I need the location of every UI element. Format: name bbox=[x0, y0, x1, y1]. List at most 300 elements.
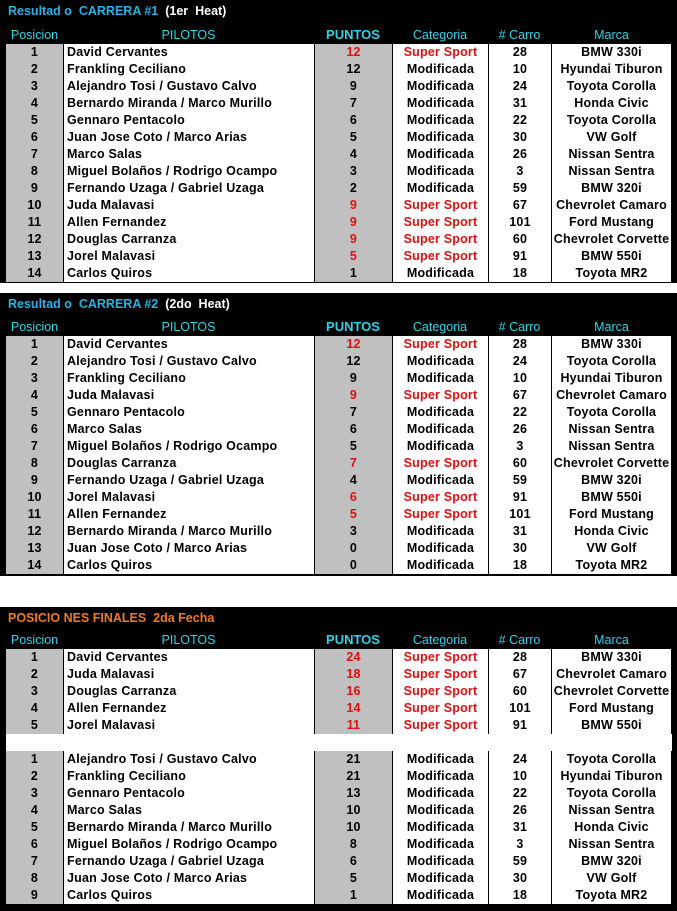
category-separator bbox=[0, 734, 677, 751]
cell-carro: 30 bbox=[488, 870, 551, 887]
cell-piloto: Fernando Uzaga / Gabriel Uzaga bbox=[63, 180, 314, 197]
cell-categoria: Modificada bbox=[392, 353, 488, 370]
cell-piloto: David Cervantes bbox=[63, 336, 314, 353]
cell-categoria: Super Sport bbox=[392, 44, 488, 61]
cell-categoria: Super Sport bbox=[392, 717, 488, 734]
results-table bbox=[0, 44, 677, 282]
table-row bbox=[0, 649, 677, 666]
cell-piloto: Carlos Quiros bbox=[63, 887, 314, 904]
cell-marca: Nissan Sentra bbox=[551, 163, 672, 180]
cell-puntos: 21 bbox=[314, 768, 392, 785]
cell-categoria: Super Sport bbox=[392, 506, 488, 523]
cell-puntos: 1 bbox=[314, 887, 392, 904]
cell-puntos: 3 bbox=[314, 163, 392, 180]
section-carrera-2 bbox=[0, 293, 677, 576]
cell-marca: Toyota Corolla bbox=[551, 353, 672, 370]
cell-posicion: 7 bbox=[6, 146, 63, 163]
cell-marca: Nissan Sentra bbox=[551, 438, 672, 455]
cell-categoria: Modificada bbox=[392, 78, 488, 95]
cell-carro: 91 bbox=[488, 489, 551, 506]
cell-categoria: Super Sport bbox=[392, 387, 488, 404]
cell-marca: Nissan Sentra bbox=[551, 146, 672, 163]
header-marca: Marca bbox=[594, 28, 629, 42]
cell-piloto: David Cervantes bbox=[63, 44, 314, 61]
cell-puntos: 18 bbox=[314, 666, 392, 683]
cell-marca: VW Golf bbox=[551, 129, 672, 146]
cell-marca: Honda Civic bbox=[551, 523, 672, 540]
cell-posicion: 8 bbox=[6, 870, 63, 887]
cell-piloto: Marco Salas bbox=[63, 802, 314, 819]
cell-marca: Toyota Corolla bbox=[551, 78, 672, 95]
cell-posicion: 6 bbox=[6, 421, 63, 438]
header-pilotos: PILOTOS bbox=[161, 28, 216, 42]
cell-marca: Nissan Sentra bbox=[551, 802, 672, 819]
cell-categoria: Modificada bbox=[392, 768, 488, 785]
cell-carro: 26 bbox=[488, 802, 551, 819]
cell-categoria: Super Sport bbox=[392, 197, 488, 214]
cell-marca: Toyota Corolla bbox=[551, 112, 672, 129]
cell-posicion: 10 bbox=[6, 489, 63, 506]
cell-carro: 67 bbox=[488, 197, 551, 214]
cell-categoria: Super Sport bbox=[392, 489, 488, 506]
cell-categoria: Modificada bbox=[392, 61, 488, 78]
cell-categoria: Modificada bbox=[392, 472, 488, 489]
cell-categoria: Modificada bbox=[392, 836, 488, 853]
cell-marca: Ford Mustang bbox=[551, 506, 672, 523]
cell-puntos: 5 bbox=[314, 248, 392, 265]
cell-categoria: Modificada bbox=[392, 370, 488, 387]
cell-carro: 28 bbox=[488, 336, 551, 353]
header-puntos: PUNTOS bbox=[326, 632, 380, 647]
cell-puntos: 16 bbox=[314, 683, 392, 700]
cell-piloto: Juda Malavasi bbox=[63, 666, 314, 683]
cell-puntos: 12 bbox=[314, 44, 392, 61]
cell-marca: Nissan Sentra bbox=[551, 836, 672, 853]
cell-piloto: Bernardo Miranda / Marco Murillo bbox=[63, 523, 314, 540]
section-posiciones-finales bbox=[0, 607, 677, 911]
cell-marca: Chevrolet Corvette bbox=[551, 455, 672, 472]
cell-categoria: Modificada bbox=[392, 146, 488, 163]
cell-posicion: 5 bbox=[6, 819, 63, 836]
cell-marca: Toyota MR2 bbox=[551, 265, 672, 282]
table-row bbox=[0, 146, 677, 163]
cell-marca: Chevrolet Camaro bbox=[551, 197, 672, 214]
table-row bbox=[0, 78, 677, 95]
header-categoria: Categoria bbox=[412, 633, 468, 647]
cell-marca: Chevrolet Camaro bbox=[551, 666, 672, 683]
cell-carro: 28 bbox=[488, 44, 551, 61]
cell-carro: 18 bbox=[488, 265, 551, 282]
cell-marca: VW Golf bbox=[551, 540, 672, 557]
section-carrera-1 bbox=[0, 0, 677, 283]
super-sport-standings bbox=[0, 649, 677, 734]
cell-puntos: 3 bbox=[314, 523, 392, 540]
cell-categoria: Super Sport bbox=[392, 248, 488, 265]
cell-posicion: 12 bbox=[6, 231, 63, 248]
cell-posicion: 9 bbox=[6, 472, 63, 489]
table-row bbox=[0, 700, 677, 717]
cell-puntos: 12 bbox=[314, 336, 392, 353]
cell-posicion: 5 bbox=[6, 112, 63, 129]
table-row bbox=[0, 768, 677, 785]
cell-posicion: 10 bbox=[6, 197, 63, 214]
cell-categoria: Modificada bbox=[392, 112, 488, 129]
cell-categoria: Modificada bbox=[392, 819, 488, 836]
table-row bbox=[0, 421, 677, 438]
cell-puntos: 2 bbox=[314, 180, 392, 197]
table-row bbox=[0, 214, 677, 231]
cell-piloto: Douglas Carranza bbox=[63, 231, 314, 248]
header-carro: # Carro bbox=[498, 28, 541, 42]
cell-marca: BMW 320i bbox=[551, 472, 672, 489]
cell-piloto: Carlos Quiros bbox=[63, 557, 314, 574]
table-row bbox=[0, 404, 677, 421]
cell-marca: Ford Mustang bbox=[551, 700, 672, 717]
cell-puntos: 0 bbox=[314, 540, 392, 557]
cell-piloto: David Cervantes bbox=[63, 649, 314, 666]
cell-posicion: 5 bbox=[6, 717, 63, 734]
cell-puntos: 10 bbox=[314, 819, 392, 836]
cell-categoria: Super Sport bbox=[392, 231, 488, 248]
table-row bbox=[0, 557, 677, 574]
cell-carro: 101 bbox=[488, 506, 551, 523]
cell-posicion: 13 bbox=[6, 540, 63, 557]
cell-marca: Toyota Corolla bbox=[551, 785, 672, 802]
cell-posicion: 1 bbox=[6, 649, 63, 666]
cell-categoria: Modificada bbox=[392, 785, 488, 802]
cell-carro: 60 bbox=[488, 683, 551, 700]
cell-categoria: Super Sport bbox=[392, 214, 488, 231]
modificada-standings bbox=[0, 751, 677, 904]
table-row bbox=[0, 785, 677, 802]
table-row bbox=[0, 455, 677, 472]
cell-posicion: 4 bbox=[6, 802, 63, 819]
cell-carro: 22 bbox=[488, 404, 551, 421]
cell-puntos: 9 bbox=[314, 197, 392, 214]
table-row bbox=[0, 231, 677, 248]
cell-piloto: Alejandro Tosi / Gustavo Calvo bbox=[63, 751, 314, 768]
table-header bbox=[0, 631, 677, 649]
table-row bbox=[0, 248, 677, 265]
cell-posicion: 3 bbox=[6, 370, 63, 387]
cell-carro: 101 bbox=[488, 700, 551, 717]
cell-marca: Nissan Sentra bbox=[551, 421, 672, 438]
cell-carro: 10 bbox=[488, 768, 551, 785]
table-row bbox=[0, 112, 677, 129]
cell-piloto: Gennaro Pentacolo bbox=[63, 404, 314, 421]
table-row bbox=[0, 666, 677, 683]
cell-carro: 91 bbox=[488, 717, 551, 734]
header-puntos: PUNTOS bbox=[326, 27, 380, 42]
cell-carro: 67 bbox=[488, 666, 551, 683]
cell-carro: 91 bbox=[488, 248, 551, 265]
table-header bbox=[0, 26, 677, 44]
cell-piloto: Miguel Bolaños / Rodrigo Ocampo bbox=[63, 438, 314, 455]
cell-categoria: Super Sport bbox=[392, 666, 488, 683]
header-marca: Marca bbox=[594, 320, 629, 334]
cell-piloto: Juda Malavasi bbox=[63, 197, 314, 214]
cell-marca: BMW 550i bbox=[551, 717, 672, 734]
cell-piloto: Marco Salas bbox=[63, 146, 314, 163]
cell-categoria: Super Sport bbox=[392, 649, 488, 666]
cell-categoria: Modificada bbox=[392, 523, 488, 540]
table-row bbox=[0, 836, 677, 853]
cell-categoria: Modificada bbox=[392, 180, 488, 197]
cell-categoria: Modificada bbox=[392, 265, 488, 282]
cell-carro: 3 bbox=[488, 438, 551, 455]
cell-piloto: Miguel Bolaños / Rodrigo Ocampo bbox=[63, 163, 314, 180]
header-categoria: Categoria bbox=[412, 320, 468, 334]
cell-carro: 28 bbox=[488, 649, 551, 666]
cell-puntos: 14 bbox=[314, 700, 392, 717]
cell-posicion: 1 bbox=[6, 336, 63, 353]
cell-puntos: 12 bbox=[314, 61, 392, 78]
cell-posicion: 2 bbox=[6, 353, 63, 370]
table-row bbox=[0, 870, 677, 887]
cell-piloto: Douglas Carranza bbox=[63, 683, 314, 700]
cell-piloto: Gennaro Pentacolo bbox=[63, 112, 314, 129]
cell-carro: 3 bbox=[488, 163, 551, 180]
header-carro: # Carro bbox=[498, 320, 541, 334]
cell-carro: 22 bbox=[488, 112, 551, 129]
table-row bbox=[0, 370, 677, 387]
cell-carro: 24 bbox=[488, 751, 551, 768]
cell-piloto: Frankling Ceciliano bbox=[63, 768, 314, 785]
section-title bbox=[0, 0, 677, 22]
cell-piloto: Marco Salas bbox=[63, 421, 314, 438]
table-header bbox=[0, 318, 677, 336]
cell-puntos: 13 bbox=[314, 785, 392, 802]
cell-categoria: Modificada bbox=[392, 438, 488, 455]
cell-marca: Chevrolet Camaro bbox=[551, 387, 672, 404]
table-row bbox=[0, 506, 677, 523]
cell-puntos: 6 bbox=[314, 421, 392, 438]
cell-piloto: Juan Jose Coto / Marco Arias bbox=[63, 129, 314, 146]
cell-marca: Toyota Corolla bbox=[551, 751, 672, 768]
cell-categoria: Super Sport bbox=[392, 455, 488, 472]
cell-posicion: 11 bbox=[6, 506, 63, 523]
cell-marca: BMW 320i bbox=[551, 180, 672, 197]
cell-marca: Hyundai Tiburon bbox=[551, 768, 672, 785]
cell-puntos: 4 bbox=[314, 472, 392, 489]
cell-carro: 30 bbox=[488, 540, 551, 557]
table-row bbox=[0, 61, 677, 78]
cell-puntos: 24 bbox=[314, 649, 392, 666]
cell-puntos: 11 bbox=[314, 717, 392, 734]
cell-carro: 24 bbox=[488, 78, 551, 95]
cell-puntos: 5 bbox=[314, 438, 392, 455]
cell-posicion: 6 bbox=[6, 836, 63, 853]
cell-carro: 18 bbox=[488, 557, 551, 574]
cell-carro: 59 bbox=[488, 853, 551, 870]
cell-marca: Hyundai Tiburon bbox=[551, 370, 672, 387]
cell-piloto: Juan Jose Coto / Marco Arias bbox=[63, 540, 314, 557]
cell-puntos: 12 bbox=[314, 353, 392, 370]
cell-posicion: 9 bbox=[6, 180, 63, 197]
header-categoria: Categoria bbox=[412, 28, 468, 42]
cell-posicion: 3 bbox=[6, 785, 63, 802]
cell-marca: Toyota MR2 bbox=[551, 557, 672, 574]
table-row bbox=[0, 853, 677, 870]
cell-marca: BMW 330i bbox=[551, 649, 672, 666]
cell-puntos: 0 bbox=[314, 557, 392, 574]
cell-puntos: 5 bbox=[314, 870, 392, 887]
cell-categoria: Super Sport bbox=[392, 683, 488, 700]
cell-carro: 22 bbox=[488, 785, 551, 802]
table-row bbox=[0, 95, 677, 112]
cell-marca: BMW 550i bbox=[551, 248, 672, 265]
table-row bbox=[0, 180, 677, 197]
table-row bbox=[0, 44, 677, 61]
cell-posicion: 8 bbox=[6, 163, 63, 180]
cell-piloto: Bernardo Miranda / Marco Murillo bbox=[63, 95, 314, 112]
cell-puntos: 10 bbox=[314, 802, 392, 819]
cell-puntos: 21 bbox=[314, 751, 392, 768]
cell-carro: 26 bbox=[488, 146, 551, 163]
title-main: Resultad o CARRERA #1 bbox=[8, 4, 159, 18]
cell-categoria: Modificada bbox=[392, 853, 488, 870]
table-row bbox=[0, 353, 677, 370]
cell-puntos: 9 bbox=[314, 370, 392, 387]
title-sub: (1er Heat) bbox=[158, 4, 227, 18]
cell-posicion: 6 bbox=[6, 129, 63, 146]
cell-piloto: Miguel Bolaños / Rodrigo Ocampo bbox=[63, 836, 314, 853]
cell-categoria: Modificada bbox=[392, 540, 488, 557]
cell-categoria: Modificada bbox=[392, 557, 488, 574]
cell-posicion: 14 bbox=[6, 265, 63, 282]
cell-categoria: Modificada bbox=[392, 870, 488, 887]
cell-categoria: Modificada bbox=[392, 163, 488, 180]
cell-marca: BMW 330i bbox=[551, 336, 672, 353]
cell-marca: Toyota MR2 bbox=[551, 887, 672, 904]
table-row bbox=[0, 489, 677, 506]
table-row bbox=[0, 819, 677, 836]
cell-puntos: 7 bbox=[314, 455, 392, 472]
cell-carro: 26 bbox=[488, 421, 551, 438]
cell-posicion: 1 bbox=[6, 751, 63, 768]
cell-posicion: 4 bbox=[6, 387, 63, 404]
cell-posicion: 7 bbox=[6, 853, 63, 870]
cell-piloto: Allen Fernandez bbox=[63, 506, 314, 523]
cell-posicion: 14 bbox=[6, 557, 63, 574]
cell-puntos: 6 bbox=[314, 853, 392, 870]
table-row bbox=[0, 751, 677, 768]
cell-marca: Honda Civic bbox=[551, 819, 672, 836]
cell-puntos: 5 bbox=[314, 129, 392, 146]
cell-piloto: Gennaro Pentacolo bbox=[63, 785, 314, 802]
cell-posicion: 1 bbox=[6, 44, 63, 61]
table-row bbox=[0, 472, 677, 489]
cell-posicion: 5 bbox=[6, 404, 63, 421]
cell-piloto: Juan Jose Coto / Marco Arias bbox=[63, 870, 314, 887]
cell-marca: Honda Civic bbox=[551, 95, 672, 112]
cell-carro: 60 bbox=[488, 231, 551, 248]
cell-marca: Hyundai Tiburon bbox=[551, 61, 672, 78]
cell-piloto: Fernando Uzaga / Gabriel Uzaga bbox=[63, 472, 314, 489]
cell-marca: VW Golf bbox=[551, 870, 672, 887]
cell-puntos: 6 bbox=[314, 112, 392, 129]
cell-puntos: 9 bbox=[314, 214, 392, 231]
header-pilotos: PILOTOS bbox=[161, 320, 216, 334]
cell-puntos: 7 bbox=[314, 404, 392, 421]
title-main: POSICIO NES FINALES 2da Fecha bbox=[8, 611, 215, 625]
cell-puntos: 1 bbox=[314, 265, 392, 282]
cell-carro: 31 bbox=[488, 819, 551, 836]
header-posicion: Posicion bbox=[10, 28, 59, 42]
cell-carro: 67 bbox=[488, 387, 551, 404]
table-row bbox=[0, 802, 677, 819]
cell-categoria: Modificada bbox=[392, 129, 488, 146]
cell-piloto: Jorel Malavasi bbox=[63, 489, 314, 506]
header-marca: Marca bbox=[594, 633, 629, 647]
cell-marca: BMW 320i bbox=[551, 853, 672, 870]
cell-posicion: 3 bbox=[6, 683, 63, 700]
cell-carro: 59 bbox=[488, 472, 551, 489]
cell-carro: 31 bbox=[488, 95, 551, 112]
cell-categoria: Super Sport bbox=[392, 336, 488, 353]
cell-posicion: 7 bbox=[6, 438, 63, 455]
table-row bbox=[0, 129, 677, 146]
header-puntos: PUNTOS bbox=[326, 319, 380, 334]
cell-puntos: 5 bbox=[314, 506, 392, 523]
table-row bbox=[0, 683, 677, 700]
cell-piloto: Bernardo Miranda / Marco Murillo bbox=[63, 819, 314, 836]
cell-posicion: 13 bbox=[6, 248, 63, 265]
cell-posicion: 2 bbox=[6, 768, 63, 785]
cell-marca: Chevrolet Corvette bbox=[551, 683, 672, 700]
cell-posicion: 2 bbox=[6, 61, 63, 78]
title-main: Resultad o CARRERA #2 bbox=[8, 297, 159, 311]
cell-piloto: Juda Malavasi bbox=[63, 387, 314, 404]
title-sub: (2do Heat) bbox=[158, 297, 230, 311]
cell-puntos: 4 bbox=[314, 146, 392, 163]
cell-marca: Ford Mustang bbox=[551, 214, 672, 231]
cell-puntos: 9 bbox=[314, 231, 392, 248]
table-row bbox=[0, 197, 677, 214]
table-row bbox=[0, 387, 677, 404]
table-row bbox=[0, 438, 677, 455]
table-row bbox=[0, 717, 677, 734]
section-title bbox=[0, 293, 677, 315]
cell-posicion: 4 bbox=[6, 95, 63, 112]
table-row bbox=[0, 163, 677, 180]
cell-categoria: Modificada bbox=[392, 421, 488, 438]
cell-carro: 24 bbox=[488, 353, 551, 370]
section-title bbox=[0, 607, 677, 629]
cell-piloto: Frankling Ceciliano bbox=[63, 370, 314, 387]
cell-marca: BMW 550i bbox=[551, 489, 672, 506]
cell-piloto: Jorel Malavasi bbox=[63, 248, 314, 265]
cell-piloto: Alejandro Tosi / Gustavo Calvo bbox=[63, 353, 314, 370]
cell-posicion: 11 bbox=[6, 214, 63, 231]
cell-carro: 31 bbox=[488, 523, 551, 540]
results-table bbox=[0, 336, 677, 574]
cell-puntos: 8 bbox=[314, 836, 392, 853]
table-row bbox=[0, 540, 677, 557]
cell-puntos: 9 bbox=[314, 78, 392, 95]
cell-carro: 101 bbox=[488, 214, 551, 231]
cell-posicion: 12 bbox=[6, 523, 63, 540]
cell-posicion: 3 bbox=[6, 78, 63, 95]
cell-carro: 10 bbox=[488, 370, 551, 387]
cell-puntos: 6 bbox=[314, 489, 392, 506]
cell-piloto: Carlos Quiros bbox=[63, 265, 314, 282]
cell-carro: 59 bbox=[488, 180, 551, 197]
header-carro: # Carro bbox=[498, 633, 541, 647]
cell-posicion: 4 bbox=[6, 700, 63, 717]
table-row bbox=[0, 265, 677, 282]
header-posicion: Posicion bbox=[10, 633, 59, 647]
